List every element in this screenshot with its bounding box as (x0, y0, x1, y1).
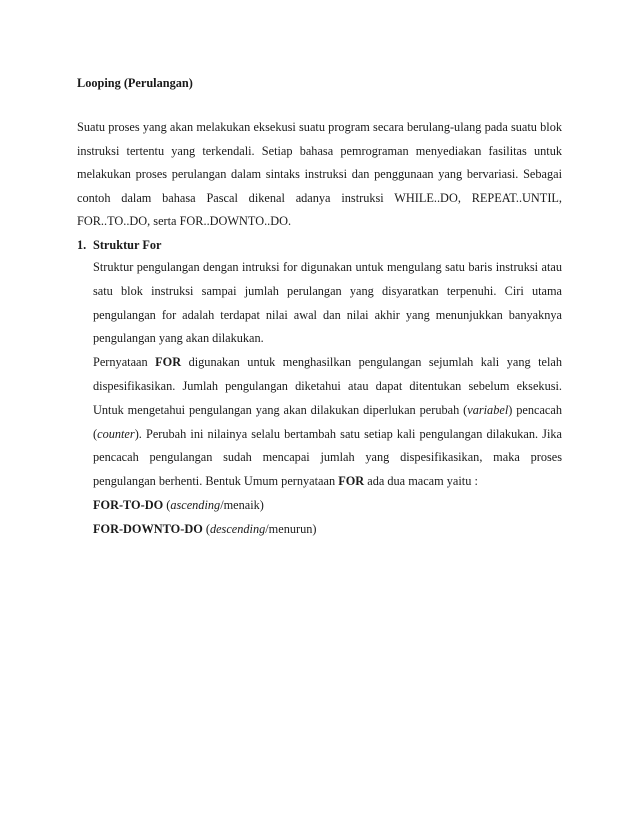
section-title: Struktur For (93, 237, 162, 252)
text-run: ( (163, 497, 171, 512)
section-paragraph-2 (93, 351, 562, 494)
term-counter: counter (97, 426, 135, 441)
term-variabel: variabel (467, 402, 509, 417)
form-for-downto-do (93, 518, 562, 542)
text-run: /menurun) (265, 521, 317, 536)
text-run: ). Perubah ini nilainya selalu bertambah satu setiap kali pengulangan dilakukan. Jika pencacah pengulangan sudah mencapai jumlah yang dispesifikasikan, maka proses pengulangan berhenti. Bentuk Umum pernyataan (93, 426, 562, 489)
text-run: digunakan untuk menghasilkan pengulangan sejumlah kali yang telah dispesifikasikan. Jumlah pengulangan diketahui atau dapat ditentukan sebelum eksekusi. Untuk mengetahui pengulangan yang akan dilakukan diperlukan perubah ( (93, 355, 563, 417)
intro-paragraph: Suatu proses yang akan melakukan eksekusi suatu program secara berulang-ulang pada suatu blok instruksi tertentu yang terkendali. Setiap bahasa pemrograman menyediakan fasilitas untuk melakukan proses perulangan dalam sintaks instruksi dan penggunaan yang bervariasi. Sebagai contoh dalam bahasa Pascal dikenal adanya instruksi WHILE..DO, REPEAT..UNTIL, FOR..TO..DO, serta FOR..DOWNTO..DO. (77, 120, 562, 229)
document-page (77, 72, 562, 542)
keyword-for: FOR (155, 355, 182, 370)
document-title: Looping (Perulangan) (77, 76, 193, 90)
section-struktur-for (77, 234, 562, 542)
section-body (93, 256, 562, 542)
form-for-to-do (93, 494, 562, 518)
text-run: ) pencacah ( (93, 402, 562, 441)
section-number: 1. (77, 237, 87, 252)
text-run: /menaik) (220, 497, 264, 512)
section-paragraph-1: Struktur pengulangan dengan intruksi for digunakan untuk mengulang satu baris instruksi atau satu blok instruksi sampai jumlah perulangan yang disyaratkan terpenuhi. Ciri utama pengulangan for adalah terdapat nilai awal dan nilai akhir yang menunjukkan banyaknya pengulangan yang akan dilakukan. (93, 259, 562, 346)
form-keyword: FOR-DOWNTO-DO (93, 521, 203, 536)
text-run: Pernyataan (93, 355, 156, 370)
term-descending: descending (209, 521, 266, 536)
text-run: ( (202, 521, 210, 536)
section-heading (77, 234, 562, 256)
term-ascending: ascending (170, 497, 221, 512)
text-run: ada dua macam yaitu : (364, 474, 478, 489)
form-keyword: FOR-TO-DO (93, 497, 164, 512)
keyword-for: FOR (338, 474, 365, 489)
